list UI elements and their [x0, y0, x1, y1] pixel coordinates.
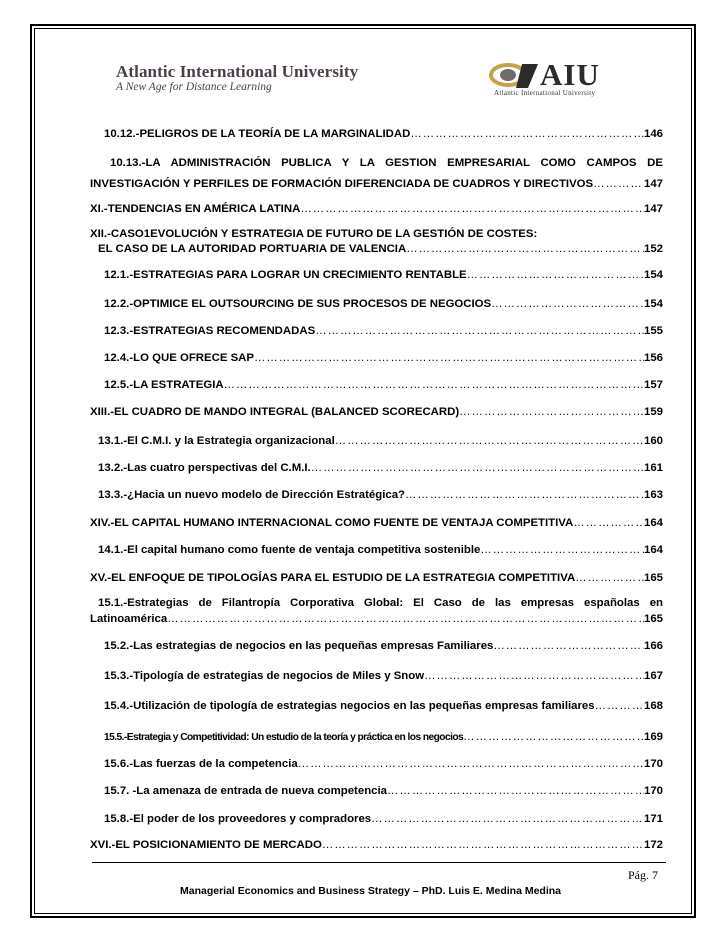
- toc-entry-title: XIV.-EL CAPITAL HUMANO INTERNACIONAL COMO FUENTE DE VENTAJA COMPETITIVA: [90, 517, 574, 529]
- toc-entry[interactable]: [104, 782, 663, 797]
- toc-leader: [424, 670, 644, 682]
- toc-leader: [467, 269, 644, 281]
- toc-leader: [300, 203, 644, 215]
- toc-entry[interactable]: [104, 376, 663, 391]
- toc-entry-title: 15.7. -La amenaza de entrada de nueva competencia: [104, 785, 387, 797]
- university-logo: [110, 58, 390, 98]
- footer-divider: [92, 862, 666, 863]
- toc-entry-page: 147: [643, 203, 663, 215]
- toc-entry-title: 12.2.-OPTIMICE EL OUTSOURCING DE SUS PROCESOS DE NEGOCIOS: [104, 298, 492, 310]
- toc-entry[interactable]: [104, 755, 663, 770]
- aiu-wordmark: AIU: [540, 57, 600, 92]
- toc-entry[interactable]: [90, 154, 663, 173]
- toc-entry-page: 157: [643, 379, 663, 391]
- toc-leader: [575, 572, 644, 584]
- toc-entry-title: 14.1.-El capital humano como fuente de ventaja competitiva sostenible: [98, 544, 481, 556]
- toc-entry-title-line1: 10.13.-LA ADMINISTRACIÓN PUBLICA Y LA GESTION EMPRESARIAL COMO CAMPOS DE: [110, 157, 663, 169]
- toc-leader: [167, 613, 644, 625]
- toc-entry-title: 15.6.-Las fuerzas de la competencia: [104, 758, 298, 770]
- toc-entry-page: 167: [643, 670, 663, 682]
- toc-entry[interactable]: [98, 541, 663, 556]
- toc-entry-page: 161: [643, 462, 663, 474]
- toc-leader: [491, 298, 644, 310]
- toc-entry-page: 147: [643, 178, 663, 190]
- toc-entry-title: XIII.-EL CUADRO DE MANDO INTEGRAL (BALANCED SCORECARD): [90, 406, 460, 418]
- toc-entry-title-line2: INVESTIGACIÓN Y PERFILES DE FORMACIÓN DIFERENCIADA DE CUADROS Y DIRECTIVOS: [90, 178, 594, 190]
- toc-leader: [311, 462, 644, 474]
- toc-entry-title: 13.3.-¿Hacia un nuevo modelo de Dirección Estratégica?: [98, 489, 406, 501]
- toc-leader: [480, 544, 644, 556]
- toc-entry-title: 15.2.-Las estrategias de negocios en las pequeñas empresas Familiares: [104, 640, 494, 652]
- toc-leader: [410, 128, 644, 140]
- toc-leader: [493, 640, 644, 652]
- university-tagline: A New Age for Distance Learning: [116, 81, 272, 93]
- toc-entry-title: 12.4.-LO QUE OFRECE SAP: [104, 352, 255, 364]
- toc-entry-continuation[interactable]: [90, 610, 663, 625]
- document-header: [110, 58, 620, 100]
- toc-entry-page: 166: [643, 640, 663, 652]
- toc-entry[interactable]: [90, 200, 663, 215]
- page-number: Pág. 7: [628, 868, 658, 882]
- toc-entry-title: XVI.-EL POSICIONAMIENTO DE MERCADO: [90, 839, 322, 851]
- toc-entry-title: 15.8.-El poder de los proveedores y compradores: [104, 813, 372, 825]
- toc-leader: [322, 839, 644, 851]
- toc-entry-title-line2: Latinoamérica: [90, 613, 168, 625]
- toc-entry-page: 165: [643, 613, 663, 625]
- toc-leader: [298, 758, 644, 770]
- toc-entry-page: 163: [643, 489, 663, 501]
- toc-entry[interactable]: [104, 349, 663, 364]
- toc-leader: [595, 700, 644, 712]
- toc-entry[interactable]: [90, 225, 663, 240]
- toc-entry[interactable]: [104, 697, 663, 712]
- toc-entry-title-line1: XII.-CASO1EVOLUCIÓN Y ESTRATEGIA DE FUTURO DE LA GESTIÓN DE COSTES:: [90, 228, 538, 240]
- toc-entry[interactable]: [90, 569, 663, 584]
- toc-entry-page: 164: [643, 517, 663, 529]
- aiu-logo: [488, 58, 620, 100]
- university-name: Atlantic International University: [116, 62, 359, 81]
- toc-leader: [405, 489, 644, 501]
- toc-entry-page: 154: [643, 269, 663, 281]
- toc-entry[interactable]: [90, 836, 663, 851]
- toc-entry-page: 160: [643, 435, 663, 447]
- toc-entry-page: 169: [643, 731, 663, 743]
- toc-entry-page: 155: [643, 325, 663, 337]
- toc-entry[interactable]: [98, 459, 663, 474]
- aiu-swoosh-icon: [488, 60, 540, 90]
- toc-entry[interactable]: [104, 667, 663, 682]
- toc-entry-page: 156: [643, 352, 663, 364]
- toc-entry-page: 171: [643, 813, 663, 825]
- toc-entry[interactable]: [90, 514, 663, 529]
- toc-entry[interactable]: [104, 266, 663, 281]
- toc-entry-title: 15.3.-Tipología de estrategias de negocios de Miles y Snow: [104, 670, 425, 682]
- toc-entry-page: 172: [643, 839, 663, 851]
- toc-leader: [406, 243, 644, 255]
- toc-entry-title: 12.1.-ESTRATEGIAS PARA LOGRAR UN CRECIMIENTO RENTABLE: [104, 269, 467, 281]
- toc-leader: [573, 517, 644, 529]
- toc-leader: [224, 379, 644, 391]
- toc-entry[interactable]: [98, 486, 663, 501]
- toc-entry-title-line1: 15.1.-Estrategias de Filantropía Corporativa Global: El Caso de las empresas españolas en: [98, 597, 663, 609]
- toc-leader: [387, 785, 644, 797]
- toc-entry-title: 13.2.-Las cuatro perspectivas del C.M.I.: [98, 462, 311, 474]
- toc-leader: [254, 352, 644, 364]
- toc-entry-continuation[interactable]: [90, 175, 663, 190]
- toc-entry[interactable]: [104, 295, 663, 310]
- toc-entry[interactable]: [104, 810, 663, 825]
- toc-entry-title: XV.-EL ENFOQUE DE TIPOLOGÍAS PARA EL ESTUDIO DE LA ESTRATEGIA COMPETITIVA: [90, 572, 576, 584]
- toc-entry-page: 168: [643, 700, 663, 712]
- toc-entry[interactable]: [104, 637, 663, 652]
- toc-entry-title: 12.5.-LA ESTRATEGIA: [104, 379, 224, 391]
- toc-entry-page: 159: [643, 406, 663, 418]
- toc-entry[interactable]: [104, 322, 663, 337]
- toc-leader: [335, 435, 644, 447]
- toc-leader: [459, 406, 644, 418]
- toc-entry[interactable]: [98, 432, 663, 447]
- toc-entry-title: XI.-TENDENCIAS EN AMÉRICA LATINA: [90, 203, 301, 215]
- toc-entry-page: 164: [643, 544, 663, 556]
- toc-entry-page: 165: [643, 572, 663, 584]
- aiu-subtext: Atlantic International University: [494, 89, 596, 97]
- toc-entry[interactable]: [104, 125, 663, 140]
- toc-entry-title: 12.3.-ESTRATEGIAS RECOMENDADAS: [104, 325, 316, 337]
- toc-entry-title-line2: EL CASO DE LA AUTORIDAD PORTUARIA DE VALENCIA: [98, 243, 407, 255]
- toc-entry[interactable]: [104, 728, 663, 743]
- toc-entry-page: 170: [643, 785, 663, 797]
- footer-course-title: Managerial Economics and Business Strategy – PhD. Luis E. Medina Medina: [180, 885, 562, 897]
- toc-entry-page: 152: [643, 243, 663, 255]
- toc-leader: [463, 731, 644, 743]
- toc-entry-page: 170: [643, 758, 663, 770]
- toc-entry-continuation[interactable]: [98, 240, 663, 255]
- toc-leader: [315, 325, 644, 337]
- toc-entry-page: 154: [643, 298, 663, 310]
- toc-leader: [371, 813, 644, 825]
- toc-entry-title: 13.1.-El C.M.I. y la Estrategia organizacional: [98, 435, 335, 447]
- toc-entry-page: 146: [643, 128, 663, 140]
- toc-entry-title: 15.4.-Utilización de tipología de estrategias negocios en las pequeñas empresas familiares: [104, 700, 595, 712]
- toc-entry[interactable]: [90, 403, 663, 418]
- toc-entry-title: 10.12.-PELIGROS DE LA TEORÍA DE LA MARGINALIDAD: [104, 128, 411, 140]
- toc-entry-title: 15.5.-Estrategia y Competitividad: Un estudio de la teoría y práctica en los negocios: [104, 732, 464, 743]
- toc-leader: [593, 178, 644, 190]
